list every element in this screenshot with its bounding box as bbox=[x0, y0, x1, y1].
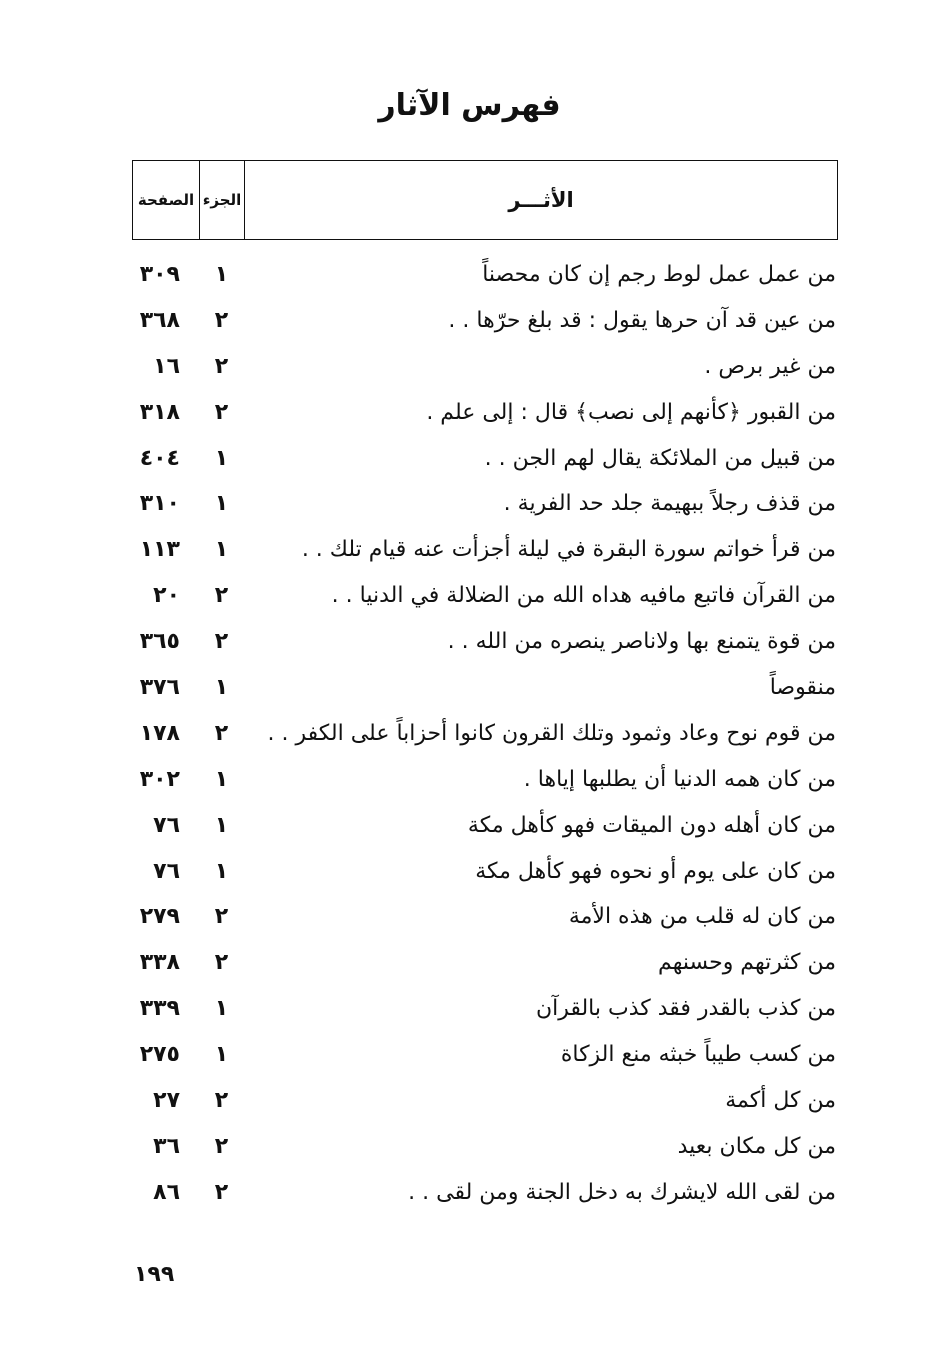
row-text: من عمل عمل لوط رجم إن كان محصناً bbox=[482, 262, 836, 287]
row-page: ٣٠٢ bbox=[139, 766, 180, 792]
row-text: من كثرتهم وحسنهم bbox=[658, 950, 836, 976]
row-volume: ١ bbox=[214, 445, 229, 471]
row-volume: ١ bbox=[214, 812, 229, 838]
row-page: ٢٧ bbox=[153, 1088, 180, 1114]
row-volume: ٢ bbox=[214, 353, 229, 379]
row-text: من القرآن فاتبع مافيه هداه الله من الضلالة في الدنيا . . bbox=[331, 583, 836, 609]
row-text: من قرأ خواتم سورة البقرة في ليلة أجزأت عنه قيام تلك . . bbox=[301, 537, 836, 563]
row-page: ٧٦ bbox=[153, 812, 180, 838]
row-page: ١١٣ bbox=[139, 537, 180, 563]
row-volume: ٢ bbox=[214, 1088, 229, 1114]
row-page: ٨٦ bbox=[153, 1179, 180, 1205]
row-page: ٣٦ bbox=[153, 1133, 180, 1159]
page-number: ١٩٩ bbox=[134, 1262, 175, 1287]
row-text: من قوة يتمنع بها ولاناصر ينصره من الله . . bbox=[447, 629, 836, 655]
table-row bbox=[132, 940, 838, 986]
table-row bbox=[132, 344, 838, 390]
table-row bbox=[132, 894, 838, 940]
column-header-text: الأثـــر bbox=[508, 188, 574, 212]
row-volume: ٢ bbox=[214, 950, 229, 976]
column-header-volume: الجزء bbox=[200, 161, 245, 239]
row-volume: ١ bbox=[214, 858, 229, 884]
row-volume: ٢ bbox=[214, 720, 229, 746]
table-row bbox=[132, 573, 838, 619]
row-volume: ١ bbox=[214, 1042, 229, 1068]
table-row bbox=[132, 1032, 838, 1078]
row-page: ٣٠٩ bbox=[139, 262, 180, 287]
row-volume: ٢ bbox=[214, 904, 229, 930]
row-text: من قبيل من الملائكة يقال لهم الجن . . bbox=[484, 445, 836, 471]
row-text: من قوم نوح وعاد وثمود وتلك القرون كانوا أحزاباً على الكفر . . bbox=[267, 720, 836, 746]
row-text: من كان على يوم أو نحوه فهو كأهل مكة bbox=[475, 858, 836, 884]
row-text: من كل مكان بعيد bbox=[677, 1133, 836, 1159]
row-text: من القبور ﴿كأنهم إلى نصب﴾ قال : إلى علم . bbox=[426, 399, 836, 425]
table-row bbox=[132, 298, 838, 344]
row-page: ٢٧٩ bbox=[139, 904, 180, 930]
row-volume: ١ bbox=[214, 262, 229, 287]
column-header-page: الصفحة bbox=[133, 161, 200, 239]
row-text: من كل أكمة bbox=[725, 1088, 836, 1114]
table-row bbox=[132, 986, 838, 1032]
row-text: منقوصاً bbox=[769, 675, 836, 701]
table-row bbox=[132, 436, 838, 482]
table-row bbox=[132, 1078, 838, 1124]
table-row bbox=[132, 619, 838, 665]
row-page: ٢٠ bbox=[153, 583, 180, 609]
row-volume: ٢ bbox=[214, 1179, 229, 1205]
row-page: ٣١٠ bbox=[139, 491, 180, 517]
row-volume: ١ bbox=[214, 996, 229, 1022]
table-row bbox=[132, 757, 838, 803]
row-volume: ١ bbox=[214, 766, 229, 792]
row-volume: ١ bbox=[214, 491, 229, 517]
row-text: من قذف رجلاً ببهيمة جلد حد الفرية . bbox=[503, 491, 836, 517]
row-text: من غير برص . bbox=[704, 353, 836, 379]
row-text: من كان همه الدنيا أن يطلبها إياها . bbox=[523, 766, 836, 792]
row-text: من كان له قلب من هذه الأمة bbox=[568, 904, 836, 930]
row-page: ٣٣٩ bbox=[139, 996, 180, 1022]
table-row bbox=[132, 803, 838, 849]
table-body bbox=[132, 252, 838, 1216]
table-row bbox=[132, 1170, 838, 1216]
table-row bbox=[132, 711, 838, 757]
table-row bbox=[132, 252, 838, 298]
row-page: ٣٧٦ bbox=[139, 675, 180, 701]
table-row bbox=[132, 481, 838, 527]
row-text: من كان أهله دون الميقات فهو كأهل مكة bbox=[467, 812, 836, 838]
table-row bbox=[132, 665, 838, 711]
row-text: من كسب طيباً خبثه منع الزكاة bbox=[560, 1042, 836, 1068]
row-volume: ١ bbox=[214, 537, 229, 563]
row-page: ٣١٨ bbox=[139, 399, 180, 425]
row-volume: ٢ bbox=[214, 1133, 229, 1159]
row-volume: ٢ bbox=[214, 399, 229, 425]
row-text: من لقى الله لايشرك به دخل الجنة ومن لقى . . bbox=[408, 1179, 836, 1205]
row-page: ٧٦ bbox=[153, 858, 180, 884]
row-page: ٤٠٤ bbox=[139, 445, 180, 471]
table-row bbox=[132, 849, 838, 895]
row-page: ٣٦٥ bbox=[139, 629, 180, 655]
row-page: ٣٦٨ bbox=[139, 307, 180, 333]
row-volume: ١ bbox=[214, 675, 229, 701]
row-page: ٣٣٨ bbox=[139, 950, 180, 976]
row-text: من عين قد آن حرها يقول : قد بلغ حرّها . . bbox=[448, 307, 836, 333]
page-title: فهرس الآثار bbox=[378, 88, 561, 123]
row-page: ٢٧٥ bbox=[139, 1042, 180, 1068]
row-page: ١٧٨ bbox=[139, 720, 180, 746]
table-row bbox=[132, 390, 838, 436]
row-volume: ٢ bbox=[214, 583, 229, 609]
table-header bbox=[132, 160, 838, 240]
row-volume: ٢ bbox=[214, 307, 229, 333]
row-page: ١٦ bbox=[153, 353, 180, 379]
row-text: من كذب بالقدر فقد كذب بالقرآن bbox=[535, 996, 836, 1022]
table-row bbox=[132, 527, 838, 573]
table-row bbox=[132, 1124, 838, 1170]
row-volume: ٢ bbox=[214, 629, 229, 655]
